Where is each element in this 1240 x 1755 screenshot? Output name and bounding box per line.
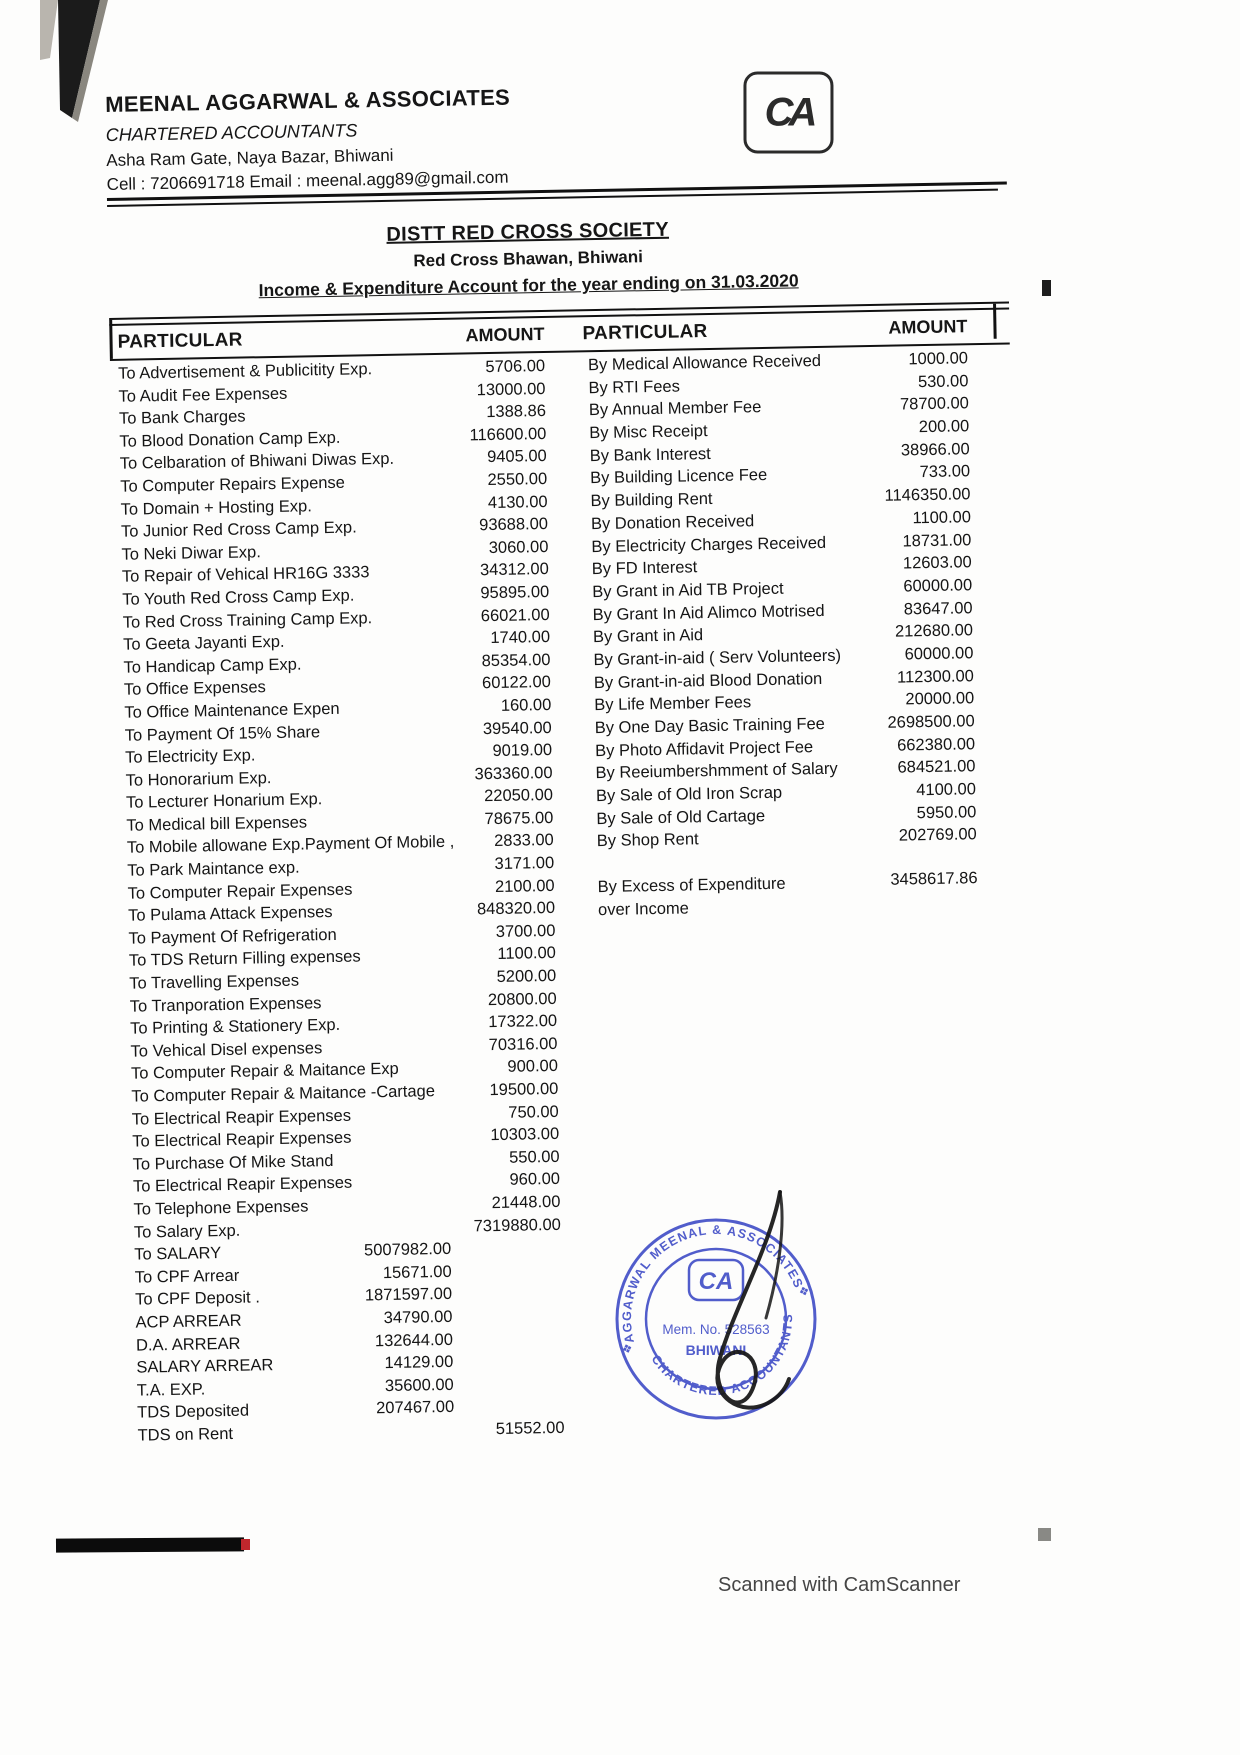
expense-label: T.A. EXP. <box>136 1380 206 1400</box>
table-columns <box>110 344 1030 1449</box>
stamp-membership-number: Mem. No. 528563 <box>662 1322 770 1337</box>
expense-label: To Office Maintenance Expen <box>124 699 340 722</box>
expense-label: To Junior Red Cross Camp Exp. <box>120 518 357 541</box>
income-amount: 4100.00 <box>916 780 977 800</box>
expense-amount: 5706.00 <box>485 356 546 377</box>
expense-amount: 4130.00 <box>487 492 548 512</box>
expense-amount: 22050.00 <box>483 786 554 806</box>
scan-edge-mark <box>1042 280 1051 296</box>
firm-contact: Cell : 7206691718 Email : meenal.agg89@gmail.com <box>106 167 509 194</box>
firm-name: MEENAL AGGARWAL & ASSOCIATES <box>105 84 511 117</box>
expense-label: TDS on Rent <box>137 1424 234 1445</box>
expense-label: To Mobile allowane Exp.Payment Of Mobile , <box>126 833 455 858</box>
expense-amount: 34790.00 <box>383 1307 453 1328</box>
expense-label: To CPF Deposit . <box>134 1288 261 1309</box>
expense-label: To Blood Donation Camp Exp. <box>119 428 341 451</box>
income-label: By Building Licence Fee <box>590 466 768 488</box>
expense-particular-header: PARTICULAR <box>117 329 243 353</box>
signature <box>648 1186 838 1454</box>
expense-amount: 19500.00 <box>489 1079 559 1100</box>
stamp-ring-bottom-text: CHARTERED ACCOUNTANTS <box>648 1312 796 1399</box>
expense-amount: 1100.00 <box>497 944 557 964</box>
expense-label: To Handicap Camp Exp. <box>123 655 302 677</box>
expense-amount: 550.00 <box>508 1147 560 1167</box>
expense-label: To Advertisement & Publicitity Exp. <box>118 360 373 383</box>
expense-label: To Neki Diwar Exp. <box>121 542 261 564</box>
expense-label: To Honorarium Exp. <box>125 768 272 790</box>
income-label: By Bank Interest <box>589 444 711 465</box>
income-amount: 83647.00 <box>903 598 973 619</box>
expense-amount: 70316.00 <box>488 1034 558 1054</box>
income-label: By FD Interest <box>591 558 698 579</box>
income-amount-header: AMOUNT <box>888 315 968 338</box>
expense-amount: 1740.00 <box>490 628 551 648</box>
income-amount: 38966.00 <box>900 439 970 460</box>
expense-amount: 207467.00 <box>376 1398 455 1418</box>
expense-label: To Salary Exp. <box>133 1221 241 1242</box>
expense-label: To Office Expenses <box>123 678 266 700</box>
expense-amount: 363360.00 <box>474 763 553 784</box>
expense-amount: 5200.00 <box>496 966 557 987</box>
income-label: By Grant-in-aid Blood Donation <box>593 669 823 692</box>
expense-label: SALARY ARREAR <box>136 1356 274 1377</box>
expense-amount: 9019.00 <box>492 741 553 761</box>
expense-header-group <box>109 323 554 353</box>
stamp-separator-left: ❖ <box>619 1340 635 1358</box>
expense-amount: 848320.00 <box>476 899 556 919</box>
stamp-city: BHIWANI <box>685 1342 747 1358</box>
income-header-group <box>554 315 1009 345</box>
expense-amount: 2100.00 <box>494 876 555 896</box>
income-amount: 212680.00 <box>894 621 974 641</box>
expense-label: To Geeta Jayanti Exp. <box>122 632 285 654</box>
income-amount: 200.00 <box>918 417 970 437</box>
expense-amount: 35600.00 <box>384 1375 454 1395</box>
expense-amount: 10303.00 <box>490 1125 560 1145</box>
income-label: By Grant in Aid <box>592 626 704 647</box>
expense-label: To Payment Of Refrigeration <box>128 925 337 948</box>
income-expenditure-table <box>109 301 1030 1449</box>
expense-label: To Telephone Expenses <box>133 1197 309 1219</box>
income-amount: 60000.00 <box>904 644 974 664</box>
income-label: By Shop Rent <box>596 830 699 851</box>
camscanner-credit: Scanned with CamScanner <box>718 1574 961 1596</box>
income-amount: 78700.00 <box>899 394 970 414</box>
expense-label: To Celbaration of Bhiwani Diwas Exp. <box>119 450 395 474</box>
expense-label: To SALARY <box>134 1244 222 1264</box>
expense-amount: 3171.00 <box>494 853 555 874</box>
expense-label: To Park Maintance exp. <box>127 858 300 880</box>
expense-amount: 960.00 <box>509 1170 561 1190</box>
organization-address: Red Cross Bhawan, Bhiwani <box>413 247 644 271</box>
stamp-separator-right: ❖ <box>796 1283 812 1300</box>
expense-amount: 9405.00 <box>486 447 547 467</box>
income-column <box>555 344 1020 922</box>
expense-amount: 750.00 <box>508 1102 559 1122</box>
ca-logo-text: CA <box>764 89 813 134</box>
income-label: By Photo Affidavit Project Fee <box>594 737 814 760</box>
expenses-column <box>110 353 575 1449</box>
income-label: By Grant in Aid TB Project <box>592 579 784 602</box>
stamp-ca-logo-text: CA <box>698 1268 734 1295</box>
expense-label: TDS Deposited <box>137 1401 250 1422</box>
excess-label <box>597 872 846 922</box>
expense-label: To Electricity Exp. <box>125 746 256 767</box>
expense-amount: 132644.00 <box>374 1330 454 1350</box>
income-label: By Donation Received <box>590 511 755 533</box>
expense-amount: 15671.00 <box>382 1262 452 1282</box>
expense-label: To Tranporation Expenses <box>129 993 322 1016</box>
income-label: By Sale of Old Iron Scrap <box>595 783 783 806</box>
expense-label: To Payment Of 15% Share <box>124 722 321 745</box>
income-label: By Annual Member Fee <box>588 398 762 420</box>
income-amount: 12603.00 <box>902 553 972 573</box>
expense-amount: 95895.00 <box>480 582 550 603</box>
expense-label: To Repair of Vehical HR16G 3333 <box>121 563 370 587</box>
expense-label: To Purchase Of Mike Stand <box>132 1151 334 1174</box>
income-label: By Reeiumbershmment of Salary <box>595 760 838 783</box>
income-amount: 5950.00 <box>916 802 977 822</box>
expense-label: To Printing & Stationery Exp. <box>130 1016 341 1038</box>
expense-label: To Audit Fee Expenses <box>118 384 288 406</box>
income-label: By One Day Basic Training Fee <box>594 714 826 738</box>
expense-label: To TDS Return Filling expenses <box>128 947 361 971</box>
expense-amount: 66021.00 <box>480 605 550 625</box>
corner-fold-artifact <box>38 0 108 125</box>
expense-amount: 2550.00 <box>487 469 548 490</box>
expense-amount: 7319880.00 <box>473 1215 561 1235</box>
expense-label: To Computer Repair & Maitance -Cartage <box>131 1082 436 1106</box>
expense-label: To CPF Arrear <box>134 1266 240 1287</box>
expense-amount: 116600.00 <box>469 424 547 445</box>
scan-red-mark <box>241 1539 250 1550</box>
expense-amount: 2833.00 <box>493 831 554 851</box>
ca-institute-logo <box>743 71 833 153</box>
income-amount: 1000.00 <box>908 349 969 369</box>
expense-label: To Red Cross Training Camp Exp. <box>122 608 373 632</box>
expense-amount: 60122.00 <box>481 673 552 693</box>
expense-label: To Travelling Expenses <box>129 971 300 993</box>
expense-label: To Pulama Attack Expenses <box>127 903 333 925</box>
income-amount: 202769.00 <box>898 825 977 846</box>
income-label: By Misc Receipt <box>589 422 708 443</box>
expense-label: D.A. ARREAR <box>135 1334 241 1355</box>
expense-amount: 160.00 <box>500 695 552 715</box>
organization-name: DISTT RED CROSS SOCIETY <box>386 218 670 246</box>
expense-label: To Electrical Reapir Expenses <box>131 1106 352 1129</box>
expense-amount: 21448.00 <box>491 1192 561 1213</box>
scan-bottom-bar <box>56 1537 244 1552</box>
expense-amount: 17322.00 <box>488 1012 558 1032</box>
excess-label-line2: over Income <box>597 899 690 919</box>
income-amount: 684521.00 <box>897 757 976 777</box>
income-label: By Life Member Fees <box>594 693 752 715</box>
expense-label: To Computer Repair Expenses <box>127 880 353 903</box>
expense-amount: 1388.86 <box>486 402 547 422</box>
excess-of-expenditure-row <box>597 869 978 921</box>
income-amount: 733.00 <box>919 462 971 482</box>
income-label: By Sale of Old Cartage <box>596 806 766 828</box>
income-label: By Grant In Aid Alimco Motrised <box>592 601 825 624</box>
excess-label-line1: By Excess of Expenditure <box>597 874 786 897</box>
expense-label: To Computer Repair & Maitance Exp <box>130 1060 399 1084</box>
income-amount: 60000.00 <box>903 576 973 596</box>
expense-amount: 51552.00 <box>495 1418 565 1438</box>
expense-label: To Lecturer Honarium Exp. <box>125 790 323 813</box>
expense-amount: 900.00 <box>507 1057 559 1077</box>
expense-amount: 13000.00 <box>476 379 546 399</box>
expense-label: To Youth Red Cross Camp Exp. <box>122 586 355 609</box>
income-rows <box>588 349 977 855</box>
income-label: By RTI Fees <box>588 377 681 397</box>
income-amount: 662380.00 <box>896 734 976 755</box>
income-amount: 1100.00 <box>912 508 972 528</box>
expense-label: To Domain + Hosting Exp. <box>120 496 313 519</box>
expense-amount: 39540.00 <box>482 718 552 738</box>
firm-address: Asha Ram Gate, Naya Bazar, Bhiwani <box>106 145 394 170</box>
statement-title: Income & Expenditure Account for the year ending on 31.03.2020 <box>258 270 799 301</box>
expense-label: To Electrical Reapir Expenses <box>132 1128 352 1151</box>
expense-label: ACP ARREAR <box>135 1311 242 1332</box>
letterhead <box>105 76 1007 213</box>
stamp-ring-top-text: AGGARWAL MEENAL & ASSOCIATES <box>619 1222 806 1345</box>
income-amount: 20000.00 <box>905 689 975 709</box>
income-label: By Medical Allowance Received <box>587 351 822 375</box>
expense-amount: 3700.00 <box>495 921 556 941</box>
expense-label: To Bank Charges <box>118 407 246 428</box>
expense-amount: 93688.00 <box>479 515 549 535</box>
title-block <box>108 214 949 304</box>
income-label: By Building Rent <box>590 490 713 511</box>
expense-label: To Vehical Disel expenses <box>130 1038 323 1061</box>
expense-amount: 5007982.00 <box>363 1240 452 1260</box>
firm-subtitle: CHARTERED ACCOUNTANTS <box>105 120 358 145</box>
expense-amount: 78675.00 <box>484 808 554 829</box>
income-label: By Grant-in-aid ( Serv Volunteers) <box>593 646 842 670</box>
expense-amount: 20800.00 <box>487 989 557 1009</box>
expense-amount: 85354.00 <box>481 650 551 670</box>
expense-amount: 1871597.00 <box>364 1285 453 1305</box>
income-amount: 1146350.00 <box>884 485 971 505</box>
income-label: By Electricity Charges Received <box>591 533 827 556</box>
income-amount: 112300.00 <box>896 666 975 687</box>
expense-amount-header: AMOUNT <box>465 323 545 345</box>
expense-amount: 3060.00 <box>488 537 549 557</box>
document-content <box>105 76 1030 1450</box>
income-particular-header: PARTICULAR <box>582 320 708 344</box>
expense-label: To Computer Repairs Expense <box>120 473 346 496</box>
income-amount: 18731.00 <box>902 530 972 550</box>
income-amount: 530.00 <box>917 371 969 391</box>
expense-label: To Electrical Reapir Expenses <box>132 1174 353 1197</box>
excess-amount: 3458617.86 <box>890 869 978 889</box>
expense-amount: 34312.00 <box>479 560 549 580</box>
income-amount: 2698500.00 <box>887 712 975 732</box>
scan-smudge <box>1038 1528 1051 1541</box>
expense-label: To Medical bill Expenses <box>126 813 308 835</box>
expense-amount: 14129.00 <box>384 1352 454 1373</box>
